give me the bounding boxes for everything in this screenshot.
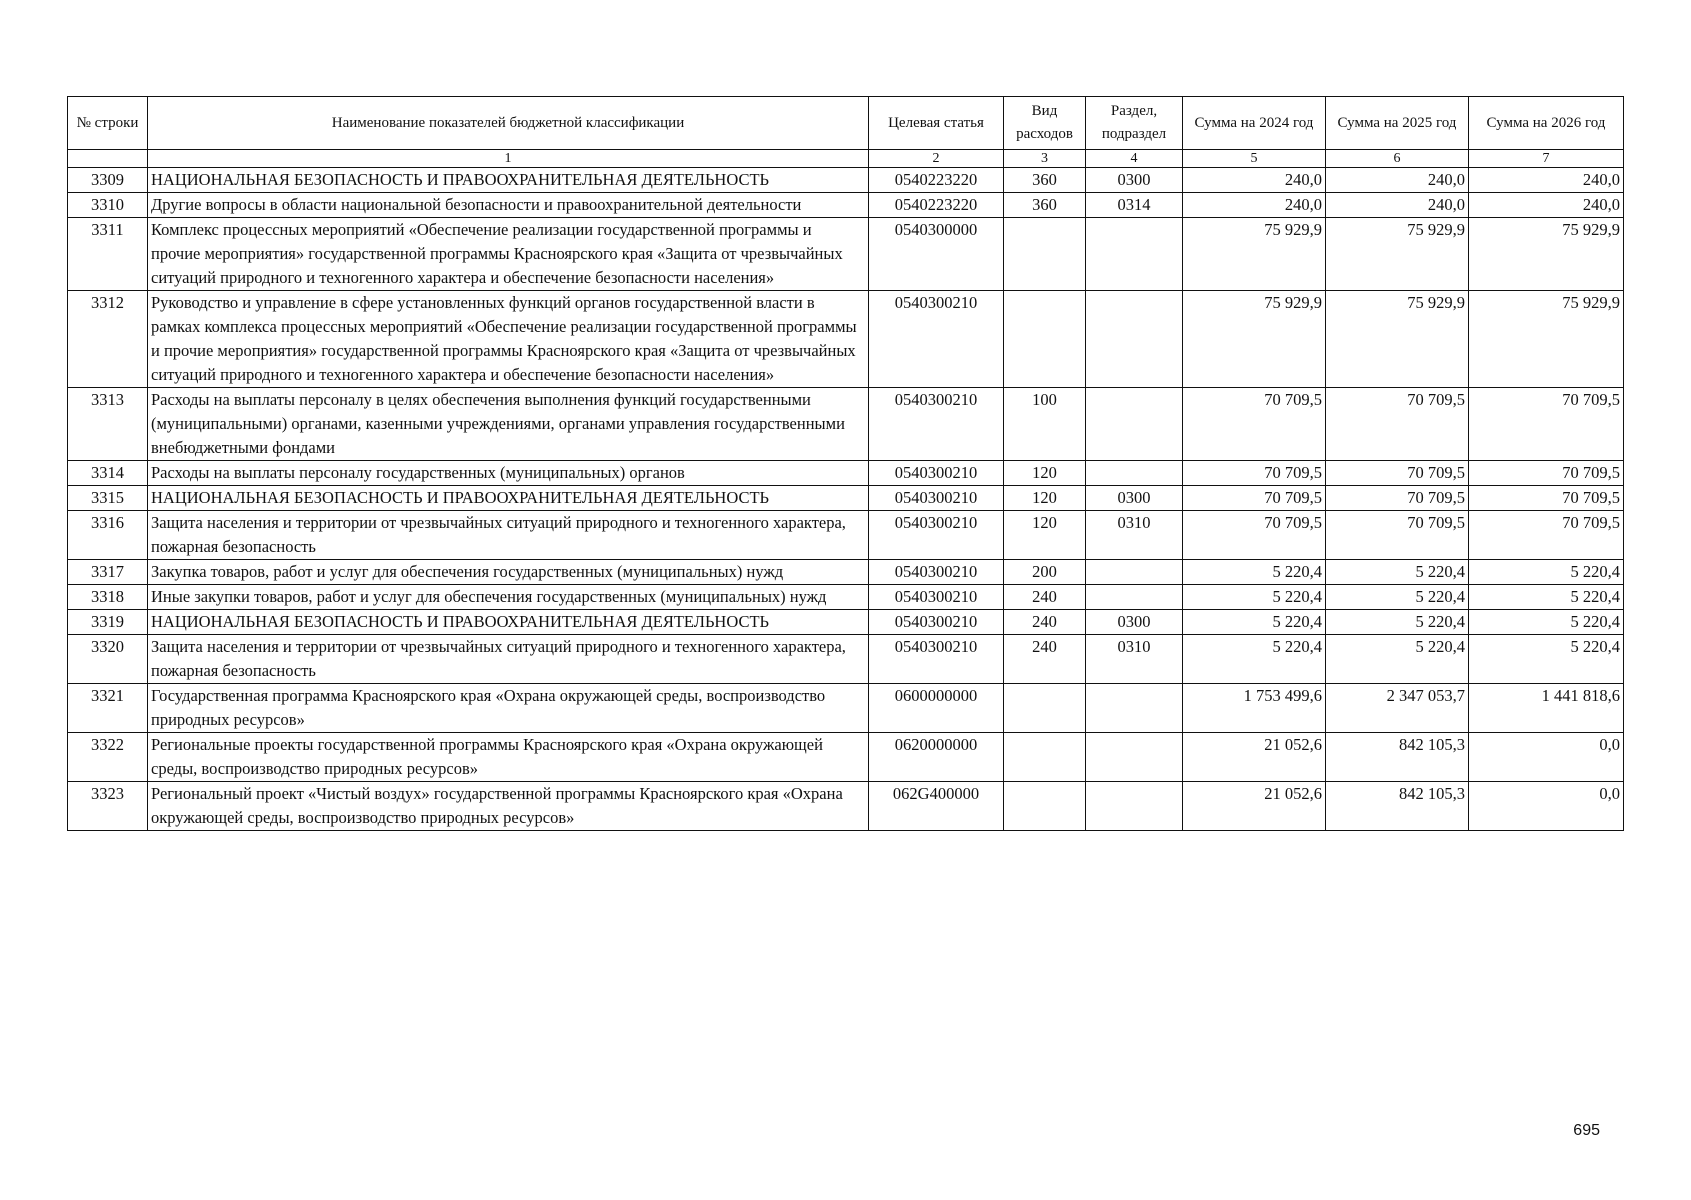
sum-2024-cell: 240,0 <box>1183 168 1326 193</box>
target-article-cell: 0600000000 <box>869 684 1004 733</box>
indicator-name-cell: НАЦИОНАЛЬНАЯ БЕЗОПАСНОСТЬ И ПРАВООХРАНИТЕЛЬНАЯ ДЕЯТЕЛЬНОСТЬ <box>148 486 869 511</box>
indicator-name-cell: Руководство и управление в сфере установленных функций органов государственной власти в рамках комплекса процессных мероприятий «Обеспечение реализации государственной программы и прочие мероприятия» государственной программы Красноярского края «Защита от чрезвычайных ситуаций природного и техногенного характера и обеспечение безопасности населения» <box>148 291 869 388</box>
expense-type-cell: 240 <box>1004 635 1086 684</box>
sum-2024-cell: 21 052,6 <box>1183 782 1326 831</box>
indicator-name-cell: НАЦИОНАЛЬНАЯ БЕЗОПАСНОСТЬ И ПРАВООХРАНИТЕЛЬНАЯ ДЕЯТЕЛЬНОСТЬ <box>148 610 869 635</box>
sum-2025-cell: 2 347 053,7 <box>1326 684 1469 733</box>
sum-2025-cell: 5 220,4 <box>1326 635 1469 684</box>
sum-2025-cell: 70 709,5 <box>1326 388 1469 461</box>
table-row <box>68 218 1624 291</box>
sum-2024-cell: 5 220,4 <box>1183 585 1326 610</box>
section-cell: 0300 <box>1086 610 1183 635</box>
expense-type-cell: 120 <box>1004 486 1086 511</box>
row-number-cell: 3313 <box>68 388 148 461</box>
sum-2024-cell: 75 929,9 <box>1183 218 1326 291</box>
row-number-cell: 3321 <box>68 684 148 733</box>
sum-2026-cell: 5 220,4 <box>1469 635 1624 684</box>
sum-2024-cell: 5 220,4 <box>1183 635 1326 684</box>
row-number-cell: 3315 <box>68 486 148 511</box>
table-row <box>68 635 1624 684</box>
budget-table <box>67 96 1624 831</box>
row-number-cell: 3319 <box>68 610 148 635</box>
sum-2025-cell: 5 220,4 <box>1326 610 1469 635</box>
sum-2025-cell: 70 709,5 <box>1326 511 1469 560</box>
target-article-cell: 0540300210 <box>869 291 1004 388</box>
column-index <box>68 150 148 168</box>
expense-type-cell: 100 <box>1004 388 1086 461</box>
section-cell: 0314 <box>1086 193 1183 218</box>
row-number-cell: 3317 <box>68 560 148 585</box>
target-article-cell: 0540300210 <box>869 585 1004 610</box>
indicator-name-cell: Расходы на выплаты персоналу в целях обеспечения выполнения функций государственными (муниципальными) органами, казенными учреждениями, органами управления государственными внебюджетными фондами <box>148 388 869 461</box>
sum-2024-cell: 5 220,4 <box>1183 610 1326 635</box>
indicator-name-cell: Закупка товаров, работ и услуг для обеспечения государственных (муниципальных) нужд <box>148 560 869 585</box>
section-cell <box>1086 585 1183 610</box>
section-cell: 0300 <box>1086 486 1183 511</box>
expense-type-cell: 240 <box>1004 585 1086 610</box>
expense-type-cell <box>1004 684 1086 733</box>
sum-2024-cell: 240,0 <box>1183 193 1326 218</box>
table-row <box>68 291 1624 388</box>
table-row <box>68 168 1624 193</box>
column-index: 2 <box>869 150 1004 168</box>
sum-2025-cell: 240,0 <box>1326 168 1469 193</box>
section-cell <box>1086 461 1183 486</box>
section-cell: 0310 <box>1086 511 1183 560</box>
target-article-cell: 0540300210 <box>869 461 1004 486</box>
target-article-cell: 0540300210 <box>869 635 1004 684</box>
table-row <box>68 585 1624 610</box>
row-number-cell: 3323 <box>68 782 148 831</box>
indicator-name-cell: Другие вопросы в области национальной безопасности и правоохранительной деятельности <box>148 193 869 218</box>
header-expense-type: Вид расходов <box>1004 97 1086 150</box>
table-row <box>68 193 1624 218</box>
section-cell <box>1086 684 1183 733</box>
target-article-cell: 0540300000 <box>869 218 1004 291</box>
header-sum-2025: Сумма на 2025 год <box>1326 97 1469 150</box>
header-name: Наименование показателей бюджетной классификации <box>148 97 869 150</box>
sum-2025-cell: 75 929,9 <box>1326 218 1469 291</box>
table-row <box>68 684 1624 733</box>
column-index: 6 <box>1326 150 1469 168</box>
column-index: 4 <box>1086 150 1183 168</box>
table-body <box>68 168 1624 831</box>
header-sum-2024: Сумма на 2024 год <box>1183 97 1326 150</box>
column-index: 7 <box>1469 150 1624 168</box>
row-number-cell: 3320 <box>68 635 148 684</box>
header-row-no: № строки <box>68 97 148 150</box>
indicator-name-cell: Государственная программа Красноярского края «Охрана окружающей среды, воспроизводство природных ресурсов» <box>148 684 869 733</box>
sum-2024-cell: 70 709,5 <box>1183 461 1326 486</box>
table-row <box>68 560 1624 585</box>
row-number-cell: 3311 <box>68 218 148 291</box>
sum-2026-cell: 70 709,5 <box>1469 461 1624 486</box>
table-row <box>68 511 1624 560</box>
expense-type-cell: 360 <box>1004 193 1086 218</box>
indicator-name-cell: НАЦИОНАЛЬНАЯ БЕЗОПАСНОСТЬ И ПРАВООХРАНИТЕЛЬНАЯ ДЕЯТЕЛЬНОСТЬ <box>148 168 869 193</box>
indicator-name-cell: Расходы на выплаты персоналу государственных (муниципальных) органов <box>148 461 869 486</box>
sum-2025-cell: 5 220,4 <box>1326 560 1469 585</box>
expense-type-cell: 360 <box>1004 168 1086 193</box>
indicator-name-cell: Иные закупки товаров, работ и услуг для обеспечения государственных (муниципальных) нужд <box>148 585 869 610</box>
table-row <box>68 388 1624 461</box>
row-number-cell: 3318 <box>68 585 148 610</box>
column-index-row <box>68 150 1624 168</box>
header-sum-2026: Сумма на 2026 год <box>1469 97 1624 150</box>
target-article-cell: 0540300210 <box>869 560 1004 585</box>
expense-type-cell: 120 <box>1004 461 1086 486</box>
page-number: 695 <box>1573 1122 1600 1139</box>
sum-2026-cell: 0,0 <box>1469 733 1624 782</box>
indicator-name-cell: Защита населения и территории от чрезвычайных ситуаций природного и техногенного характера, пожарная безопасность <box>148 635 869 684</box>
column-index: 3 <box>1004 150 1086 168</box>
expense-type-cell: 240 <box>1004 610 1086 635</box>
row-number-cell: 3322 <box>68 733 148 782</box>
target-article-cell: 0540300210 <box>869 388 1004 461</box>
expense-type-cell <box>1004 291 1086 388</box>
sum-2025-cell: 70 709,5 <box>1326 461 1469 486</box>
sum-2026-cell: 240,0 <box>1469 193 1624 218</box>
sum-2026-cell: 5 220,4 <box>1469 560 1624 585</box>
row-number-cell: 3314 <box>68 461 148 486</box>
sum-2026-cell: 75 929,9 <box>1469 291 1624 388</box>
section-cell: 0300 <box>1086 168 1183 193</box>
expense-type-cell <box>1004 218 1086 291</box>
sum-2025-cell: 75 929,9 <box>1326 291 1469 388</box>
sum-2025-cell: 70 709,5 <box>1326 486 1469 511</box>
column-index: 1 <box>148 150 869 168</box>
column-index: 5 <box>1183 150 1326 168</box>
header-section: Раздел, подраздел <box>1086 97 1183 150</box>
sum-2026-cell: 1 441 818,6 <box>1469 684 1624 733</box>
target-article-cell: 062G400000 <box>869 782 1004 831</box>
sum-2026-cell: 70 709,5 <box>1469 388 1624 461</box>
target-article-cell: 0620000000 <box>869 733 1004 782</box>
expense-type-cell <box>1004 782 1086 831</box>
section-cell <box>1086 218 1183 291</box>
section-cell <box>1086 291 1183 388</box>
sum-2026-cell: 75 929,9 <box>1469 218 1624 291</box>
table-row <box>68 461 1624 486</box>
sum-2024-cell: 1 753 499,6 <box>1183 684 1326 733</box>
row-number-cell: 3316 <box>68 511 148 560</box>
sum-2026-cell: 70 709,5 <box>1469 486 1624 511</box>
sum-2026-cell: 5 220,4 <box>1469 585 1624 610</box>
section-cell <box>1086 560 1183 585</box>
sum-2026-cell: 0,0 <box>1469 782 1624 831</box>
sum-2024-cell: 21 052,6 <box>1183 733 1326 782</box>
row-number-cell: 3310 <box>68 193 148 218</box>
sum-2025-cell: 842 105,3 <box>1326 733 1469 782</box>
sum-2025-cell: 842 105,3 <box>1326 782 1469 831</box>
row-number-cell: 3309 <box>68 168 148 193</box>
sum-2024-cell: 5 220,4 <box>1183 560 1326 585</box>
sum-2026-cell: 240,0 <box>1469 168 1624 193</box>
expense-type-cell: 120 <box>1004 511 1086 560</box>
target-article-cell: 0540300210 <box>869 486 1004 511</box>
table-row <box>68 782 1624 831</box>
sum-2026-cell: 70 709,5 <box>1469 511 1624 560</box>
indicator-name-cell: Региональный проект «Чистый воздух» государственной программы Красноярского края «Охрана окружающей среды, воспроизводство природных ресурсов» <box>148 782 869 831</box>
table-header <box>68 97 1624 168</box>
sum-2025-cell: 240,0 <box>1326 193 1469 218</box>
indicator-name-cell: Защита населения и территории от чрезвычайных ситуаций природного и техногенного характера, пожарная безопасность <box>148 511 869 560</box>
table-row <box>68 486 1624 511</box>
section-cell <box>1086 388 1183 461</box>
target-article-cell: 0540223220 <box>869 168 1004 193</box>
sum-2026-cell: 5 220,4 <box>1469 610 1624 635</box>
sum-2024-cell: 70 709,5 <box>1183 486 1326 511</box>
table-row <box>68 610 1624 635</box>
section-cell <box>1086 733 1183 782</box>
target-article-cell: 0540300210 <box>869 610 1004 635</box>
sum-2024-cell: 70 709,5 <box>1183 511 1326 560</box>
section-cell: 0310 <box>1086 635 1183 684</box>
header-target: Целевая статья <box>869 97 1004 150</box>
sum-2024-cell: 75 929,9 <box>1183 291 1326 388</box>
indicator-name-cell: Комплекс процессных мероприятий «Обеспечение реализации государственной программы и прочие мероприятия» государственной программы Красноярского края «Защита от чрезвычайных ситуаций природного и техногенного характера и обеспечение безопасности населения» <box>148 218 869 291</box>
sum-2025-cell: 5 220,4 <box>1326 585 1469 610</box>
expense-type-cell: 200 <box>1004 560 1086 585</box>
table-row <box>68 733 1624 782</box>
target-article-cell: 0540223220 <box>869 193 1004 218</box>
sum-2024-cell: 70 709,5 <box>1183 388 1326 461</box>
expense-type-cell <box>1004 733 1086 782</box>
section-cell <box>1086 782 1183 831</box>
target-article-cell: 0540300210 <box>869 511 1004 560</box>
row-number-cell: 3312 <box>68 291 148 388</box>
indicator-name-cell: Региональные проекты государственной программы Красноярского края «Охрана окружающей среды, воспроизводство природных ресурсов» <box>148 733 869 782</box>
